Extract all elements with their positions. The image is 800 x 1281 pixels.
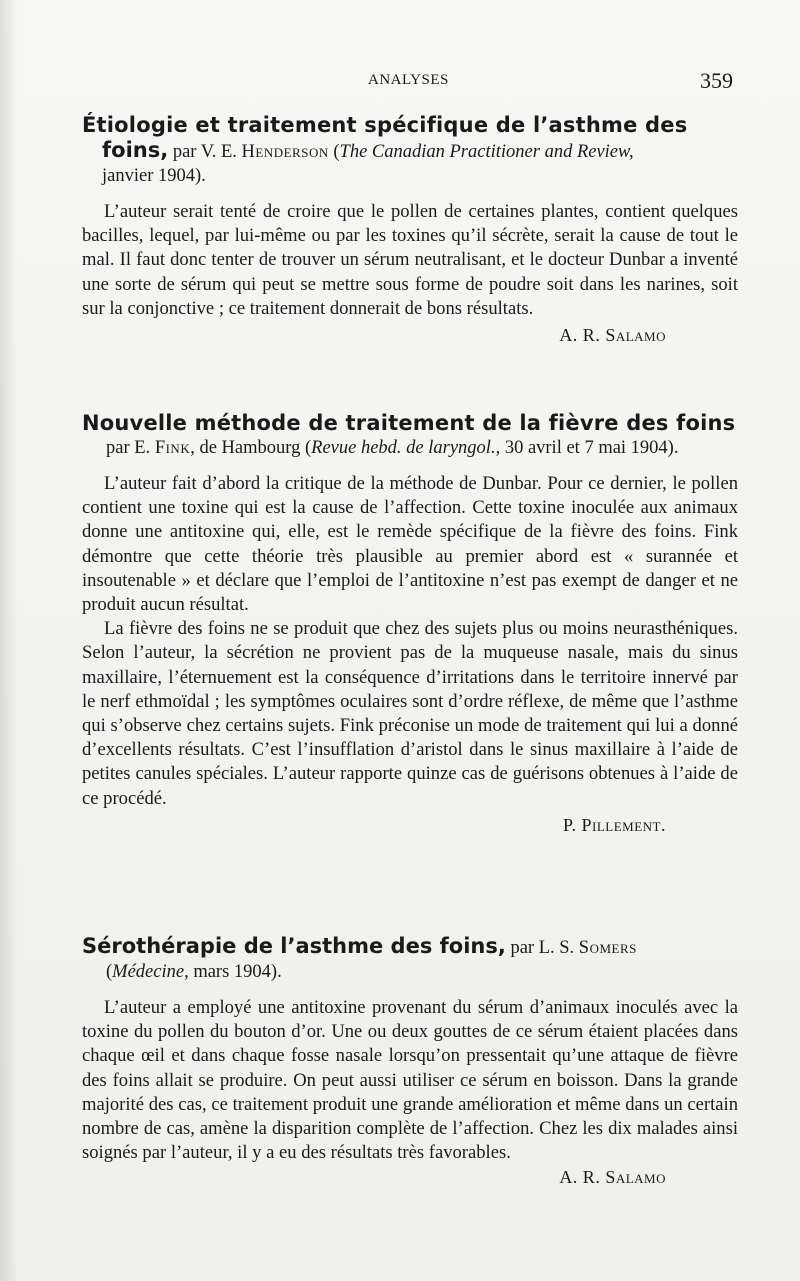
paragraph: La fièvre des foins ne se produit que chez des sujets plus ou moins neurasthéniques. Selon l’auteur, la sécrétion ne provient pas de la muqueuse nasale, mais du sinus maxillaire, l’éternuement est la conséquence d’irritations dans le territoire innervé par le nerf ethmoïdal ; les symptômes oculaires sont d’ordre réflexe, de même que l’asthme qui s’observe chez certains sujets. Fink préconise un mode de traitement qui lui a donné d’excellents résultats. C’est l’insufflation d’aristol dans le sinus maxillaire à l’aide de petites canules spéciales. L’auteur rapporte quinze cas de guérisons obtenues à l’aide de ce procédé. [82,618,738,809]
heading-line-1: Étiologie et traitement spécifique de l’asthme des [82,113,688,137]
signature: A. R. Salamo [559,1167,666,1188]
paragraph: L’auteur fait d’abord la critique de la méthode de Dunbar. Pour ce dernier, le pollen contient une toxine qui est la cause de l’affection. Cette toxine inoculée aux animaux donne une antitoxine qui, elle, est le remède spécifique de la fièvre des foins. Fink démontre que cette théorie très plausible au premier abord est « surannée et insoutenable » et déclare que l’emploi de l’antitoxine n’est pas exempt de danger et ne produit aucun résultat. [82,473,738,616]
author-name: Henderson [241,142,329,162]
running-title: ANALYSES [368,72,449,88]
source-title: Médecine [112,962,185,982]
signature: A. R. Salamo [559,325,666,346]
source-title: Revue hebd. de laryngol. [311,438,496,458]
article-byline [82,138,738,188]
article-etiologie [82,112,738,347]
byline-prefix: par E. [106,438,155,458]
signature: P. Pillement. [562,814,666,835]
author-name: Somers [578,938,637,958]
publication-date: , mars 1904). [184,962,282,982]
page-number: 359 [700,68,733,93]
source-line [82,960,282,984]
byline-mid: , de Hambourg ( [190,438,312,458]
publication-date: , 30 avril et 7 mai 1904). [495,438,679,458]
article-heading: Sérothérapie de l’asthme des foins, [82,934,506,958]
article-byline [82,436,738,460]
source-open: ( [328,142,340,162]
heading-line-2: foins, [102,138,169,162]
source-title: The Canadian Practitioner and Review, [339,142,634,162]
publication-date: janvier 1904). [102,166,206,186]
article-heading [82,112,738,138]
article-serotherapie [82,934,738,1189]
source-open: ( [106,962,113,982]
article-nouvelle-methode [82,410,738,837]
byline-prefix: par V. E. [168,142,242,162]
paragraph: L’auteur a employé une antitoxine provenant du sérum d’animaux inoculés avec la toxine du pollen du bouton d’or. Une ou deux gouttes de ce sérum étaient placées dans chaque œil et dans chaque fosse nasale lorsqu’on pressentait qu’une attaque de fièvre des foins allait se produire. On peut aussi utiliser ce sérum en boisson. Dans la grande majorité des cas, ce traitement produit une grande amélioration et même dans un certain nombre de cas, amène la disparition complète de l’affection. Chez les dix malades ainsi soignés par l’auteur, il y a eu des résultats très favorables. [82,997,738,1164]
author-name: Fink [154,438,191,458]
article-heading: Nouvelle méthode de traitement de la fièvre des foins [82,411,736,435]
byline-prefix: par L. S. [505,938,579,958]
article-heading-byline [82,934,738,984]
running-head [0,68,800,92]
paragraph: L’auteur serait tenté de croire que le pollen de certaines plantes, contient quelques bacilles, lequel, par lui-même ou par les toxines qu’il sécrète, serait la cause de tout le mal. Il faut donc tenter de trouver un sérum neutralisant, et le docteur Dunbar a inventé une sorte de sérum qui peut se mettre sous forme de poudre soit dans les narines, soit sur la conjonctive ; ce traitement donnerait de bons résultats. [82,201,738,319]
